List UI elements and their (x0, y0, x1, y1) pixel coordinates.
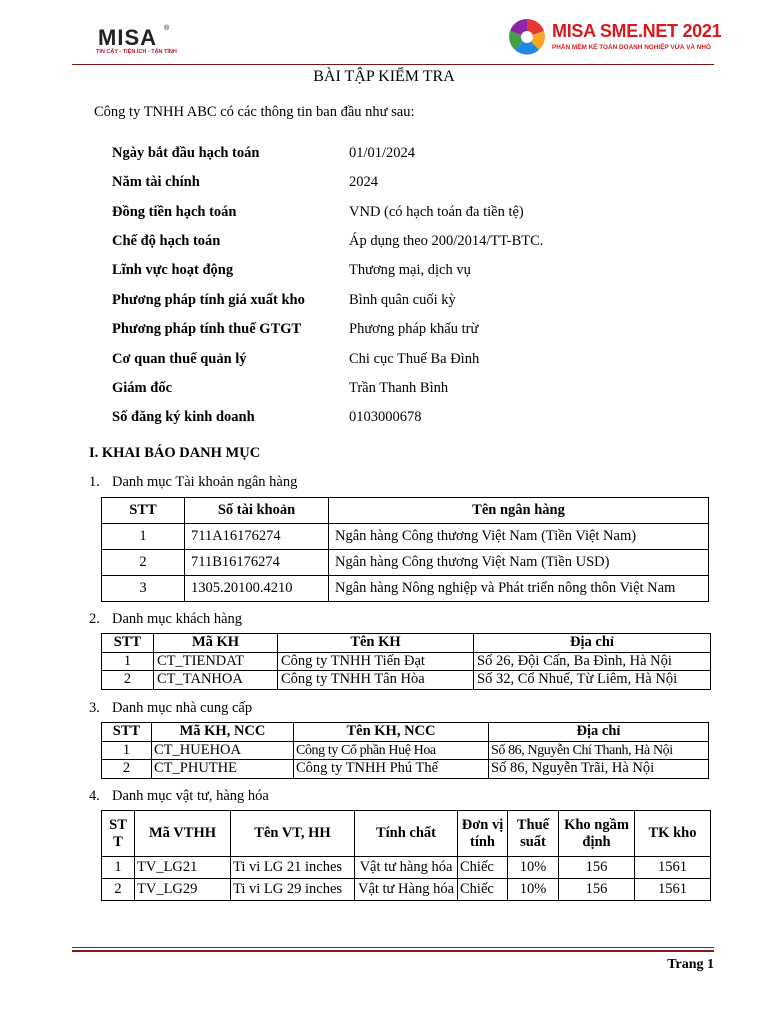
list-number: 1. (89, 474, 100, 490)
table-cell: CT_PHUTHE (152, 760, 294, 779)
table-cell: Số 32, Cổ Nhuế, Từ Liêm, Hà Nội (474, 671, 711, 690)
column-header: Mã VTHH (135, 811, 231, 857)
table-cell: Công ty TNHH Tân Hòa (278, 671, 474, 690)
table-row (102, 760, 709, 779)
column-header: Mã KH, NCC (152, 723, 294, 742)
table-cell: 156 (559, 879, 635, 901)
table-cell: 10% (508, 857, 559, 879)
column-header: ST T (102, 811, 135, 857)
table-row (102, 879, 711, 901)
info-value: 01/01/2024 (349, 145, 416, 161)
table-cell: 1561 (635, 857, 711, 879)
info-value: Thương mại, dịch vụ (349, 262, 471, 278)
bank-accounts-table (101, 497, 709, 602)
table-cell: Chiếc (458, 857, 508, 879)
sme-logo-icon (508, 18, 546, 56)
table-cell: CT_TIENDAT (154, 652, 278, 671)
table-row (102, 857, 711, 879)
column-header: Tên KH (278, 634, 474, 653)
info-value: Áp dụng theo 200/2014/TT-BTC. (349, 233, 544, 249)
column-header: Thuế suất (508, 811, 559, 857)
info-value: Phương pháp khấu trừ (349, 321, 479, 337)
column-header: Số tài khoản (185, 498, 329, 524)
table-row (102, 671, 711, 690)
footer-divider-thick (72, 950, 714, 952)
info-row (112, 409, 672, 429)
table-cell: 2 (102, 760, 152, 779)
table-cell: Ngân hàng Nông nghiệp và Phát triển nông thôn Việt Nam (329, 576, 709, 602)
info-row (112, 233, 672, 253)
column-header: STT (102, 634, 154, 653)
info-key: Cơ quan thuế quản lý (112, 351, 247, 367)
list-title: Danh mục khách hàng (112, 611, 243, 627)
table-cell: Công ty Cổ phần Huệ Hoa (294, 741, 489, 760)
info-row (112, 292, 672, 312)
info-key: Lĩnh vực hoạt động (112, 262, 234, 278)
table-row (102, 576, 709, 602)
column-header: Đơn vị tính (458, 811, 508, 857)
misa-sme-logo (508, 18, 722, 58)
info-value: Trần Thanh Bình (349, 380, 449, 396)
table-cell: TV_LG29 (135, 879, 231, 901)
info-row (112, 262, 672, 282)
table-header-row (102, 811, 711, 857)
header-divider (72, 64, 714, 65)
column-header: Tên VT, HH (231, 811, 355, 857)
sme-logo-title: MISA SME.NET 2021 (552, 21, 722, 41)
info-key: Ngày bắt đầu hạch toán (112, 145, 260, 161)
table-row (102, 550, 709, 576)
table-header-row (102, 723, 709, 742)
table-cell: Số 86, Nguyễn Trãi, Hà Nội (489, 760, 709, 779)
table-cell: Ngân hàng Công thương Việt Nam (Tiền Việt Nam) (329, 524, 709, 550)
table-cell: Vật tư hàng hóa (355, 857, 458, 879)
table-cell: 156 (559, 857, 635, 879)
table-cell: 711A16176274 (185, 524, 329, 550)
info-key: Năm tài chính (112, 174, 200, 190)
column-header: Địa chỉ (489, 723, 709, 742)
page-number: Trang 1 (667, 957, 714, 972)
list-heading-materials (89, 788, 269, 805)
suppliers-table (101, 722, 709, 779)
table-cell: 2 (102, 879, 135, 901)
table-cell: Công ty TNHH Phú Thế (294, 760, 489, 779)
table-cell: 3 (102, 576, 185, 602)
table-cell: Ngân hàng Công thương Việt Nam (Tiền USD) (329, 550, 709, 576)
table-cell: 1561 (635, 879, 711, 901)
footer-divider (72, 947, 714, 948)
column-header: Tính chất (355, 811, 458, 857)
table-cell: CT_HUEHOA (152, 741, 294, 760)
list-number: 3. (89, 700, 100, 716)
column-header: Địa chỉ (474, 634, 711, 653)
table-cell: Vật tư Hàng hóa (355, 879, 458, 901)
info-key: Chế độ hạch toán (112, 233, 221, 249)
table-cell: Công ty TNHH Tiến Đạt (278, 652, 474, 671)
info-value: 0103000678 (349, 409, 422, 425)
info-key: Phương pháp tính giá xuất kho (112, 292, 305, 308)
table-row (102, 652, 711, 671)
column-header: TK kho (635, 811, 711, 857)
table-header-row (102, 498, 709, 524)
info-row (112, 321, 672, 341)
info-key: Giám đốc (112, 380, 173, 396)
table-header-row (102, 634, 711, 653)
list-title: Danh mục Tài khoản ngân hàng (112, 474, 298, 490)
table-cell: 2 (102, 671, 154, 690)
list-number: 4. (89, 788, 100, 804)
list-heading-suppliers (89, 700, 252, 717)
column-header: Mã KH (154, 634, 278, 653)
sme-logo-subtitle: PHẦN MỀM KẾ TOÁN DOANH NGHIỆP VỪA VÀ NHỎ (552, 44, 711, 51)
info-key: Đồng tiền hạch toán (112, 204, 237, 220)
table-cell: 1 (102, 857, 135, 879)
misa-logo-text: MISA (98, 25, 157, 50)
list-heading-customers (89, 611, 242, 628)
table-cell: 1 (102, 652, 154, 671)
info-value: Chi cục Thuế Ba Đình (349, 351, 480, 367)
column-header: Kho ngầm định (559, 811, 635, 857)
table-cell: Số 86, Nguyễn Chí Thanh, Hà Nội (489, 741, 709, 760)
list-heading-bank-accounts (89, 474, 297, 491)
table-cell: 1 (102, 741, 152, 760)
info-row (112, 351, 672, 371)
customers-table (101, 633, 711, 690)
table-cell: CT_TANHOA (154, 671, 278, 690)
misa-logo-slogan: TIN CẬY - TIỆN ÍCH - TẬN TÌNH (96, 49, 177, 55)
intro-text: Công ty TNHH ABC có các thông tin ban đầu như sau: (94, 104, 415, 120)
column-header: Tên KH, NCC (294, 723, 489, 742)
table-row (102, 741, 709, 760)
table-cell: Chiếc (458, 879, 508, 901)
info-row (112, 174, 672, 194)
misa-logo (96, 24, 177, 60)
info-row (112, 145, 672, 165)
info-value: VND (có hạch toán đa tiền tệ) (349, 204, 524, 220)
table-cell: Ti vi LG 29 inches (231, 879, 355, 901)
info-row (112, 380, 672, 400)
info-value: 2024 (349, 174, 378, 190)
info-key: Số đăng ký kinh doanh (112, 409, 255, 425)
table-cell: Số 26, Đội Cấn, Ba Đình, Hà Nội (474, 652, 711, 671)
column-header: STT (102, 498, 185, 524)
document-title: BÀI TẬP KIỂM TRA (313, 68, 455, 85)
column-header: STT (102, 723, 152, 742)
list-title: Danh mục nhà cung cấp (112, 700, 253, 716)
table-cell: 711B16176274 (185, 550, 329, 576)
table-row (102, 524, 709, 550)
list-title: Danh mục vật tư, hàng hóa (112, 788, 269, 804)
list-number: 2. (89, 611, 100, 627)
table-cell: Ti vi LG 21 inches (231, 857, 355, 879)
section-heading: I. KHAI BÁO DANH MỤC (89, 445, 261, 461)
table-cell: 10% (508, 879, 559, 901)
table-cell: 1305.20100.4210 (185, 576, 329, 602)
info-key: Phương pháp tính thuế GTGT (112, 321, 302, 337)
table-cell: 1 (102, 524, 185, 550)
registered-mark-icon: ® (164, 25, 170, 32)
column-header: Tên ngân hàng (329, 498, 709, 524)
materials-table (101, 810, 711, 901)
table-cell: 2 (102, 550, 185, 576)
table-cell: TV_LG21 (135, 857, 231, 879)
info-value: Bình quân cuối kỳ (349, 292, 456, 308)
info-row (112, 204, 672, 224)
